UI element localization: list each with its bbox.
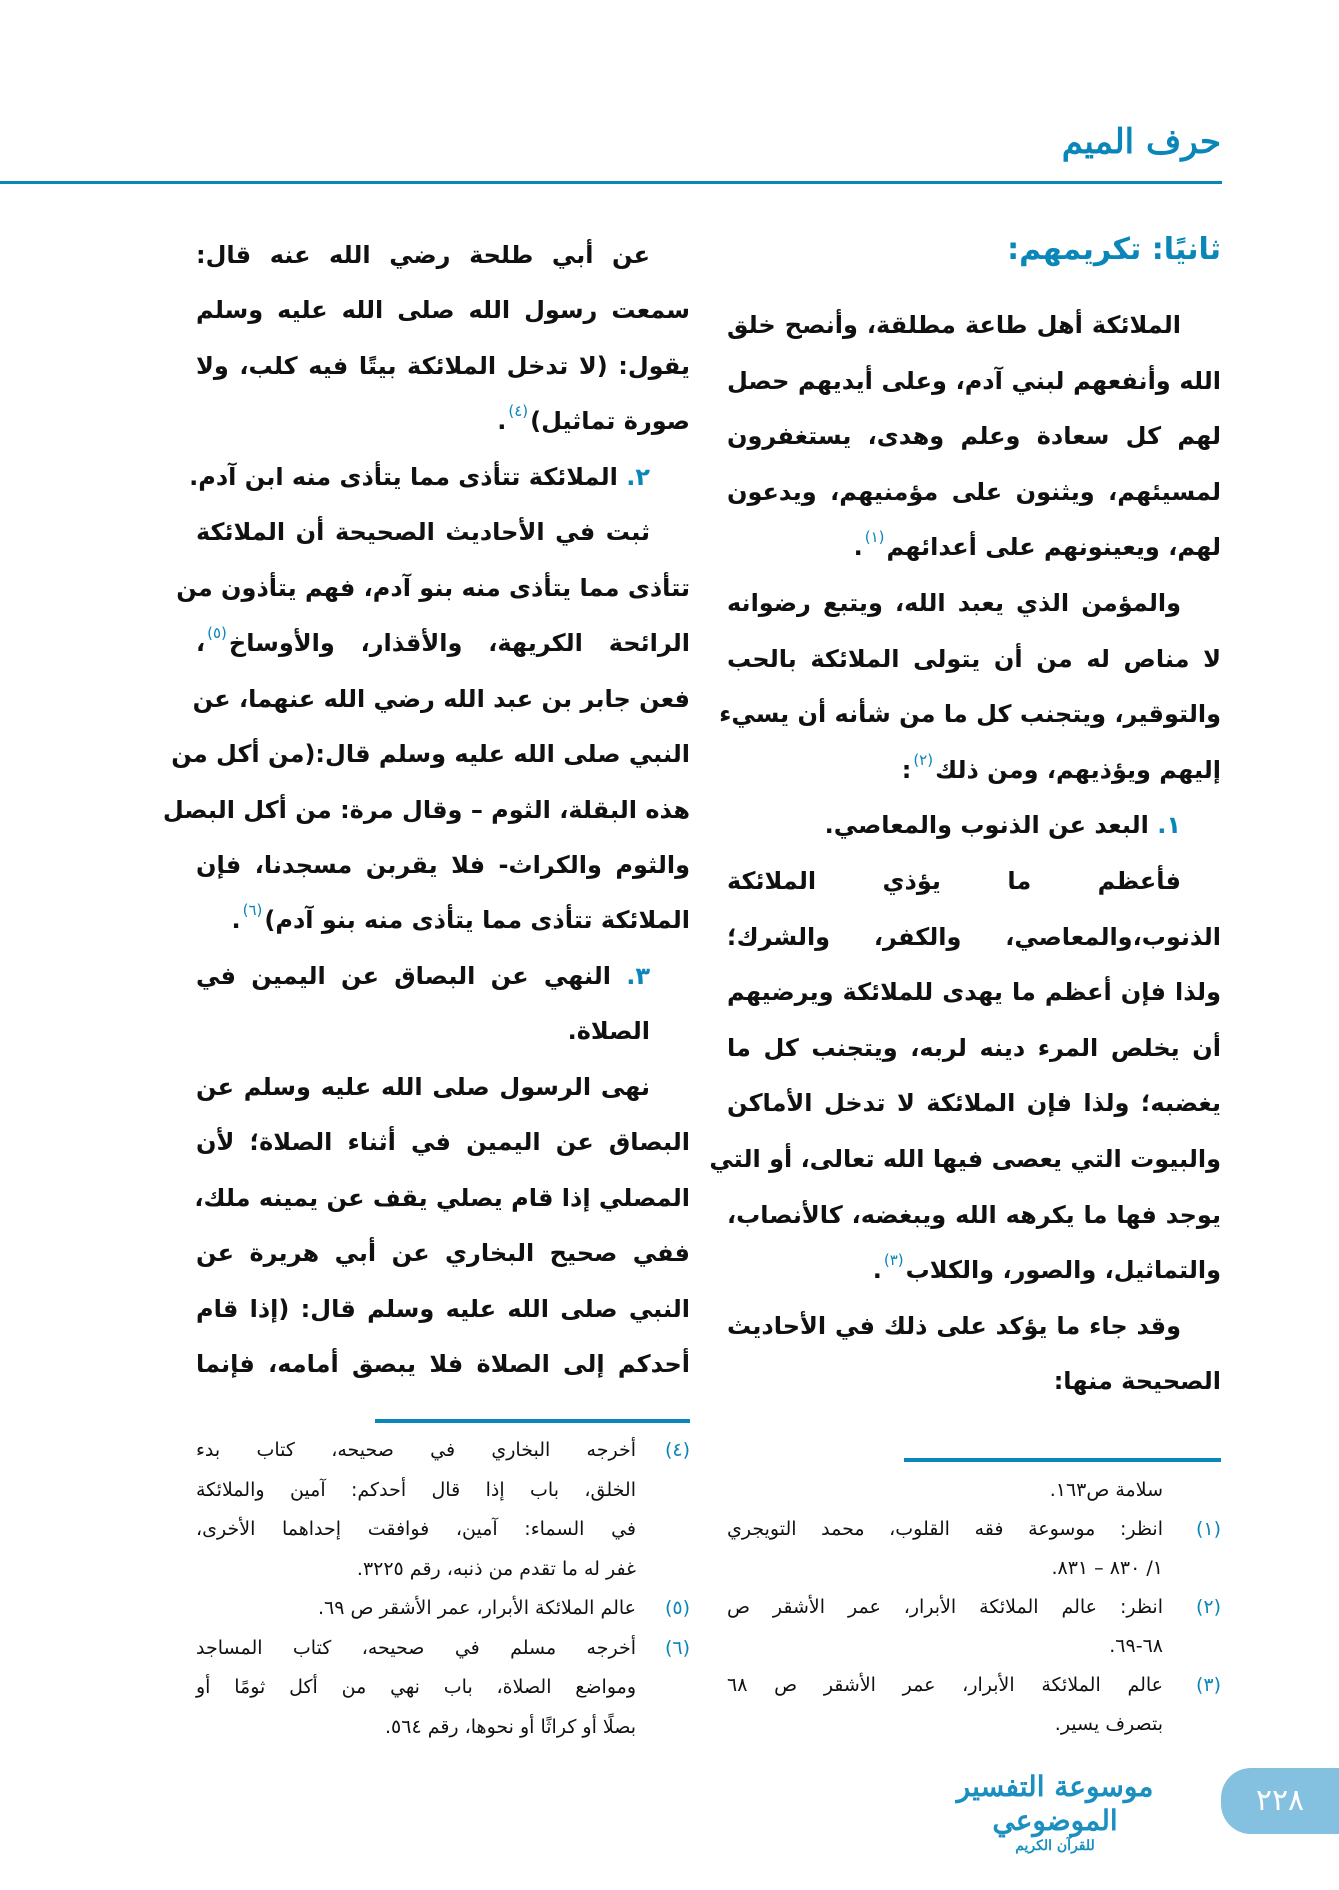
text-line <box>727 361 1221 401</box>
footnote-text: في السماء: آمين، فوافقت إحداهما الأخرى، <box>196 1518 636 1540</box>
text-line <box>196 346 690 386</box>
footnote-number: (٣) <box>1195 1674 1221 1696</box>
text-line <box>727 1195 1221 1235</box>
footnote-ref: (٢) <box>913 750 934 769</box>
footnote-separator-left <box>375 1419 690 1423</box>
footnote-text: ٦٨-٦٩. <box>1109 1635 1163 1657</box>
footnote-text: ومواضع الصلاة، باب نهي من أكل ثومًا أو <box>196 1676 636 1698</box>
line-text: الملائكة تتأذى مما يتأذى منه ابن آدم. <box>189 462 618 491</box>
footnote-ref: (٣) <box>883 1251 904 1270</box>
text-line <box>727 1028 1221 1068</box>
text-line <box>727 472 1221 512</box>
line-text: تتأذى مما يتأذى منه بنو آدم، فهم يتأذون من <box>176 573 690 602</box>
chapter-title: حرف الميم <box>1061 122 1221 162</box>
text-line <box>162 790 690 830</box>
line-punct: . <box>231 906 241 935</box>
line-punct: . <box>497 407 507 436</box>
footnote-text: أخرجه مسلم في صحيحه، كتاب المساجد <box>196 1636 636 1659</box>
line-text: أن يخلص المرء دينه لربه، ويتجنب كل ما <box>727 1033 1221 1062</box>
footnote-text: بتصرف يسير. <box>1054 1713 1163 1735</box>
line-text: يقول: (لا تدخل الملائكة بيتًا فيه كلب، ولا <box>196 351 690 380</box>
footnote-number: (٥) <box>664 1597 690 1619</box>
list-number: ١. <box>1157 811 1181 840</box>
line-text: المصلي إذا قام يصلي يقف عن يمينه ملك، <box>194 1183 690 1212</box>
text-line <box>196 1011 690 1051</box>
line-text: صورة تماثيل) <box>530 407 690 436</box>
text-line <box>709 1139 1221 1179</box>
text-line <box>727 1306 1221 1346</box>
line-text: لهم، ويعينونهم على أعدائهم <box>886 533 1221 562</box>
text-line <box>727 861 1221 901</box>
line-text: لمسيئهم، ويثنون على مؤمنيهم، ويدعون <box>727 477 1221 506</box>
text-line <box>727 972 1221 1012</box>
line-text: لهم كل سعادة وعلم وهدى، يستغفرون <box>727 422 1221 451</box>
text-line <box>196 1178 690 1218</box>
line-text: فعن جابر بن عبد الله رضي الله عنهما، عن <box>192 684 690 713</box>
line-punct: ، <box>196 629 206 658</box>
logo-title: موسوعة التفسير الموضوعي <box>956 1770 1154 1837</box>
text-line <box>727 583 1221 623</box>
text-line <box>189 457 690 497</box>
line-text: والثوم والكراث- فلا يقربن مسجدنا، فإن <box>196 850 690 879</box>
line-text: النهي عن البصاق عن اليمين في <box>196 961 611 990</box>
line-text: عن أبي طلحة رضي الله عنه قال: <box>196 241 650 269</box>
line-text: أحدكم إلى الصلاة فلا يبصق أمامه، فإنما <box>196 1350 690 1378</box>
text-line <box>196 1067 690 1107</box>
line-text: البعد عن الذنوب والمعاصي. <box>824 811 1149 840</box>
text-line <box>192 679 690 719</box>
footnote-text: بصلًا أو كراثًا أو نحوها، رقم ٥٦٤. <box>384 1715 636 1738</box>
line-punct: . <box>853 533 863 562</box>
text-line <box>196 623 690 663</box>
footnote-text: عالم الملائكة الأبرار، عمر الأشقر ص ٦٩. <box>318 1597 636 1619</box>
page-number: ٢٢٨ <box>1221 1768 1339 1834</box>
line-text: نهى الرسول صلى الله عليه وسلم عن <box>196 1072 650 1101</box>
line-punct: : <box>901 755 912 784</box>
text-line <box>196 900 690 940</box>
header-rule <box>0 181 1222 184</box>
text-line <box>719 694 1221 734</box>
text-line <box>176 568 690 608</box>
line-text: الملائكة أهل طاعة مطلقة، وأنصح خلق <box>727 311 1181 339</box>
footnote-text: انظر: موسوعة فقه القلوب، محمد التويجري <box>727 1518 1163 1540</box>
encyclopedia-logo <box>930 1770 1180 1854</box>
line-text: النبي صلى الله عليه وسلم قال:(من أكل من <box>171 740 690 769</box>
footnote-number: (١) <box>1195 1518 1221 1540</box>
line-text: هذه البقلة، الثوم – وقال مرة: من أكل البصل <box>162 795 690 824</box>
line-text: والبيوت التي يعصى فيها الله تعالى، أو التي <box>709 1145 1221 1173</box>
footnote-text: أخرجه البخاري في صحيحه، كتاب بدء <box>196 1439 636 1461</box>
text-line <box>727 305 1221 345</box>
list-number: ٣. <box>626 961 650 990</box>
text-line <box>196 956 690 996</box>
text-line <box>196 401 690 441</box>
line-text: الملائكة تتأذى مما يتأذى منه بنو آدم) <box>264 906 690 935</box>
line-text: والتماثيل، والصور، والكلاب <box>905 1256 1221 1285</box>
section-heading: ثانيًا: تكريمهم: <box>1007 232 1221 267</box>
text-line <box>196 290 690 330</box>
text-line <box>196 1233 690 1273</box>
footnote-ref: (١) <box>864 528 885 547</box>
line-text: الله وأنفعهم لبني آدم، وعلى أيديهم حصل <box>727 366 1221 395</box>
line-punct: . <box>872 1256 882 1285</box>
text-line <box>727 750 1221 790</box>
text-line <box>727 639 1221 679</box>
line-text: البصاق عن اليمين في أثناء الصلاة؛ لأن <box>196 1128 690 1157</box>
text-line <box>196 235 690 275</box>
footnote-text: سلامة ص١٦٣. <box>1049 1479 1163 1501</box>
footnote-text: غفر له ما تقدم من ذنبه، رقم ٣٢٢٥. <box>356 1557 636 1580</box>
text-line <box>727 1250 1221 1290</box>
footnote-number: (٢) <box>1195 1596 1221 1618</box>
line-text: ثبت في الأحاديث الصحيحة أن الملائكة <box>196 518 650 547</box>
footnote-text: عالم الملائكة الأبرار، عمر الأشقر ص ٦٨ <box>727 1674 1163 1696</box>
footnote-number: (٦) <box>664 1636 690 1659</box>
line-text: والمؤمن الذي يعبد الله، ويتبع رضوانه <box>727 589 1181 617</box>
text-line <box>727 527 1221 567</box>
text-line <box>727 1083 1221 1123</box>
text-line <box>727 1361 1221 1401</box>
text-line <box>727 917 1221 957</box>
line-text: إليهم ويؤذيهم، ومن ذلك <box>935 755 1221 784</box>
line-text: الصلاة. <box>567 1017 650 1046</box>
logo-subtitle: للقرآن الكريم <box>1015 1838 1095 1854</box>
line-text: لا مناص له من أن يتولى الملائكة بالحب <box>727 644 1221 673</box>
footnote-text: انظر: عالم الملائكة الأبرار، عمر الأشقر ص <box>727 1596 1163 1618</box>
footnote-ref: (٦) <box>242 901 263 920</box>
line-text: ولذا فإن أعظم ما يهدى للملائكة ويرضيهم <box>727 978 1221 1007</box>
footnote-number: (٤) <box>664 1439 690 1461</box>
line-text: وقد جاء ما يؤكد على ذلك في الأحاديث <box>727 1311 1181 1340</box>
text-line <box>727 416 1221 456</box>
line-text: الذنوب،والمعاصي، والكفر، والشرك؛ <box>727 922 1221 951</box>
list-number: ٢. <box>626 462 650 491</box>
footnote-text: ١/ ٨٣٠ – ٨٣١. <box>1051 1557 1163 1579</box>
line-text: يوجد فها ما يكرهه الله ويبغضه، كالأنصاب، <box>727 1200 1221 1229</box>
line-text: والتوقير، ويتجنب كل ما من شأنه أن يسيء <box>719 700 1221 729</box>
text-line <box>196 1289 690 1329</box>
text-line <box>196 512 690 552</box>
line-text: الرائحة الكريهة، والأقذار، والأوساخ <box>228 629 690 658</box>
footnote-ref: (٤) <box>508 402 529 421</box>
line-text: الصحيحة منها: <box>1053 1367 1221 1396</box>
line-text: سمعت رسول الله صلى الله عليه وسلم <box>196 296 690 325</box>
line-text: النبي صلى الله عليه وسلم قال: (إذا قام <box>196 1294 690 1323</box>
text-line <box>727 805 1221 845</box>
footnote-separator-right <box>904 1458 1221 1462</box>
text-line <box>171 734 690 774</box>
line-text: ففي صحيح البخاري عن أبي هريرة عن <box>196 1239 690 1268</box>
text-line <box>196 845 690 885</box>
text-line <box>196 1344 690 1384</box>
footnote-ref: (٥) <box>207 624 227 643</box>
line-text: فأعظم ما يؤذي الملائكة <box>727 867 1181 895</box>
text-line <box>196 1122 690 1162</box>
line-text: يغضبه؛ ولذا فإن الملائكة لا تدخل الأماكن <box>727 1089 1221 1118</box>
footnote-text: الخلق، باب إذا قال أحدكم: آمين والملائكة <box>196 1478 636 1501</box>
